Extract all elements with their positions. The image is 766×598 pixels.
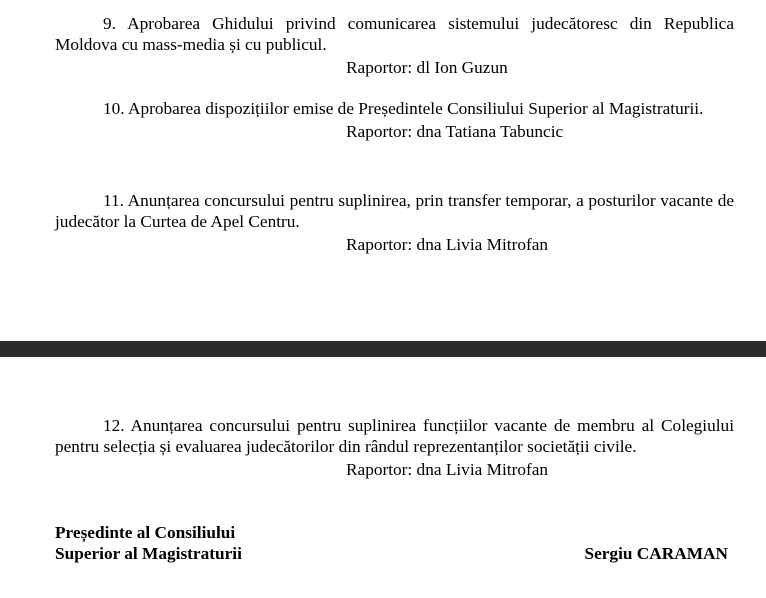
- agenda-item-11: [55, 190, 734, 255]
- agenda-item-text: 11. Anunțarea concursului pentru suplinirea, prin transfer temporar, a posturilor vacante de judecător la Curtea de Apel Centru.: [55, 191, 734, 231]
- signature-name: Sergiu CARAMAN: [584, 544, 728, 563]
- agenda-item-text: 9. Aprobarea Ghidului privind comunicarea sistemului judecătoresc din Republica Moldova cu mass-media și cu publicul.: [55, 14, 734, 54]
- signature-title-line1: Președinte al Consiliului: [55, 523, 236, 542]
- agenda-item-text: 10. Aprobarea dispozițiilor emise de Președintele Consiliului Superior al Magistraturii.: [103, 99, 704, 118]
- agenda-item-reporter: Raportor: dna Livia Mitrofan: [346, 235, 549, 254]
- agenda-item-reporter: Raportor: dna Livia Mitrofan: [346, 460, 549, 479]
- agenda-item-reporter: Raportor: dl Ion Guzun: [346, 58, 508, 77]
- page-break-gap: [0, 341, 766, 357]
- signature-title: [55, 522, 242, 564]
- agenda-item-text: 12. Anunțarea concursului pentru suplinirea funcțiilor vacante de membru al Colegiului pentru selecția și evaluarea judecătorilor din rândul reprezentanților societății civile.: [55, 416, 734, 456]
- agenda-item-9: [55, 13, 734, 78]
- signature-title-line2: Superior al Magistraturii: [55, 544, 242, 563]
- agenda-item-reporter: Raportor: dna Tatiana Tabuncic: [346, 122, 564, 141]
- agenda-item-12: [55, 415, 734, 480]
- agenda-item-10: [55, 98, 734, 142]
